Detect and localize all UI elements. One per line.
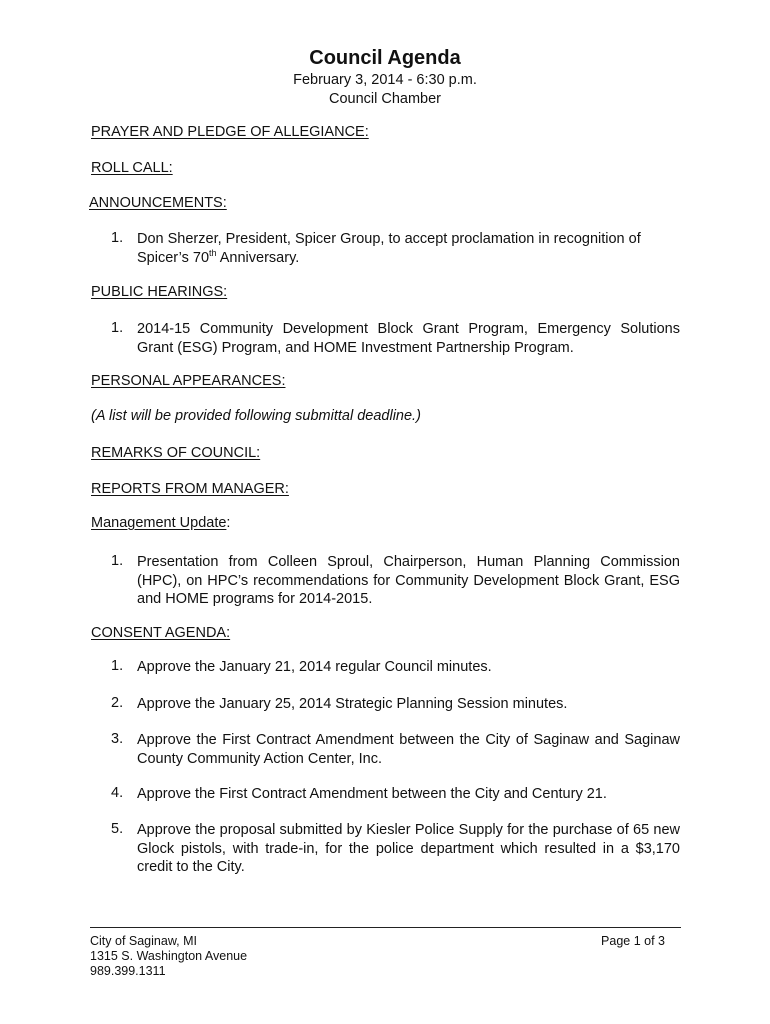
item-number: 4. bbox=[111, 785, 124, 801]
section-public-hearings: PUBLIC HEARINGS: bbox=[91, 284, 228, 300]
item-text: Approve the proposal submitted by Kiesler Police Supply for the purchase of 65 new Glock pistols, with trade-in, for the police department which resulted in a $3,170 credit to the City. bbox=[137, 822, 680, 875]
item-text: Approve the January 25, 2014 Strategic Planning Session minutes. bbox=[137, 696, 568, 712]
management-update-heading: Management Update: bbox=[91, 515, 231, 531]
footer-divider bbox=[90, 927, 681, 928]
item-number: 1. bbox=[111, 553, 124, 569]
section-reports-from-manager: REPORTS FROM MANAGER: bbox=[91, 481, 289, 497]
footer-address: 1315 S. Washington Avenue bbox=[90, 949, 248, 963]
item-text: 2014-15 Community Development Block Grant Program, Emergency Solutions Grant (ESG) Program, and HOME Investment Partnership Program. bbox=[137, 321, 680, 356]
footer-page-number: Page 1 of 3 bbox=[601, 934, 665, 948]
item-text: Approve the First Contract Amendment between the City and Century 21. bbox=[137, 786, 607, 802]
item-number: 1. bbox=[111, 658, 124, 674]
consent-item bbox=[111, 731, 680, 768]
agenda-title: Council Agenda bbox=[309, 47, 461, 69]
section-prayer-pledge: PRAYER AND PLEDGE OF ALLEGIANCE: bbox=[91, 124, 369, 140]
section-roll-call: ROLL CALL: bbox=[91, 160, 173, 176]
consent-item bbox=[111, 821, 680, 877]
meeting-location: Council Chamber bbox=[328, 91, 442, 107]
section-remarks-of-council: REMARKS OF COUNCIL: bbox=[91, 445, 261, 461]
announcement-item bbox=[111, 230, 680, 267]
footer-contact bbox=[90, 934, 247, 979]
item-text: Approve the January 21, 2014 regular Council minutes. bbox=[137, 659, 492, 675]
item-number: 1. bbox=[111, 230, 124, 246]
consent-item bbox=[111, 658, 680, 677]
item-number: 1. bbox=[111, 320, 124, 336]
footer-city: City of Saginaw, MI bbox=[90, 934, 197, 948]
item-text: Don Sherzer, President, Spicer Group, to accept proclamation in recognition of Spicer’s 70th Anniversary. bbox=[137, 231, 641, 266]
footer-phone: 989.399.1311 bbox=[90, 964, 166, 978]
item-number: 2. bbox=[111, 695, 124, 711]
management-update-item bbox=[111, 553, 680, 609]
section-personal-appearances: PERSONAL APPEARANCES: bbox=[91, 373, 286, 389]
consent-item bbox=[111, 695, 680, 714]
item-text: Presentation from Colleen Sproul, Chairperson, Human Planning Commission (HPC), on HPC’s recommendations for Community Development Block Grant, ESG and HOME programs for 2014-2015. bbox=[137, 554, 680, 607]
personal-appearances-note: (A list will be provided following submittal deadline.) bbox=[91, 408, 421, 424]
section-consent-agenda: CONSENT AGENDA: bbox=[91, 625, 231, 641]
item-text: Approve the First Contract Amendment between the City of Saginaw and Saginaw County Community Action Center, Inc. bbox=[137, 732, 680, 767]
item-number: 3. bbox=[111, 731, 124, 747]
public-hearing-item bbox=[111, 320, 680, 357]
item-number: 5. bbox=[111, 821, 124, 837]
section-announcements: ANNOUNCEMENTS: bbox=[89, 195, 227, 211]
meeting-date-time: February 3, 2014 - 6:30 p.m. bbox=[293, 72, 477, 88]
consent-item bbox=[111, 785, 680, 804]
